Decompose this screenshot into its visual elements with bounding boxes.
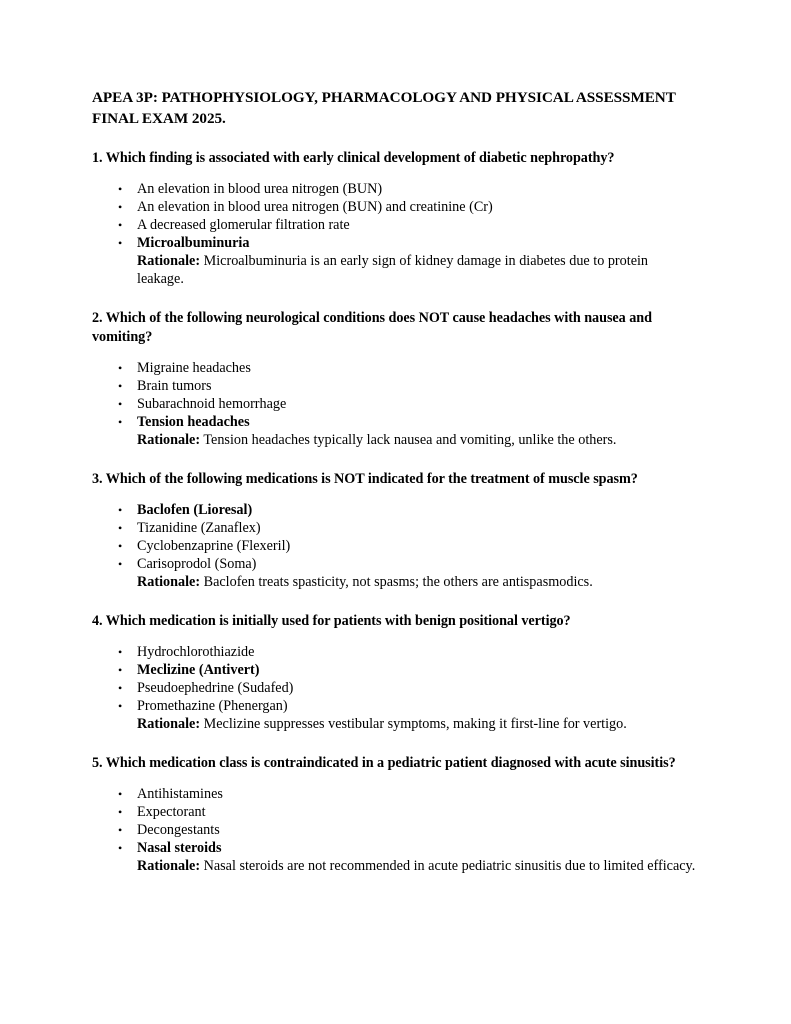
answer-option-label: Brain tumors (137, 378, 212, 394)
answer-option[interactable] (92, 216, 698, 234)
answer-option-label: Pseudoephedrine (Sudafed) (137, 680, 294, 696)
answer-option-label: Nasal steroids (137, 840, 222, 856)
answer-option-label: Tension headaches (137, 414, 250, 430)
answer-option-label: Decongestants (137, 822, 220, 838)
rationale (92, 857, 698, 875)
bullet-icon: • (118, 787, 123, 801)
answer-option[interactable] (92, 839, 698, 857)
answer-option[interactable] (92, 661, 698, 679)
bullet-icon: • (118, 699, 123, 713)
question-stem: 1. Which finding is associated with early clinical development of diabetic nephropathy? (92, 150, 615, 166)
answer-option-label: Microalbuminuria (137, 235, 250, 251)
answer-option[interactable] (92, 697, 698, 715)
bullet-icon: • (118, 415, 123, 429)
answer-option[interactable] (92, 519, 698, 537)
answer-option-label: Hydrochlorothiazide (137, 644, 255, 660)
rationale (92, 715, 698, 733)
answer-option-list (92, 359, 698, 431)
answer-option-list (92, 643, 698, 715)
bullet-icon: • (118, 557, 123, 571)
bullet-icon: • (118, 539, 123, 553)
question-block (92, 754, 698, 875)
answer-option-label: An elevation in blood urea nitrogen (BUN) and creatinine (Cr) (137, 199, 493, 215)
answer-option-label: An elevation in blood urea nitrogen (BUN) (137, 181, 383, 197)
answer-option[interactable] (92, 180, 698, 198)
answer-option-label: Promethazine (Phenergan) (137, 698, 288, 714)
bullet-icon: • (118, 218, 123, 232)
answer-option[interactable] (92, 537, 698, 555)
answer-option-label: Subarachnoid hemorrhage (137, 396, 287, 412)
question-stem: 3. Which of the following medications is NOT indicated for the treatment of muscle spasm? (92, 471, 638, 487)
answer-option[interactable] (92, 643, 698, 661)
answer-option-label: Antihistamines (137, 786, 223, 802)
rationale-label: Rationale: (137, 432, 201, 448)
page-title: APEA 3P: PATHOPHYSIOLOGY, PHARMACOLOGY AND PHYSICAL ASSESSMENT FINAL EXAM 2025. (92, 89, 676, 127)
bullet-icon: • (118, 379, 123, 393)
answer-option-list (92, 501, 698, 573)
answer-option[interactable] (92, 413, 698, 431)
answer-option[interactable] (92, 785, 698, 803)
answer-option-label: Carisoprodol (Soma) (137, 556, 257, 572)
rationale (92, 252, 698, 288)
answer-option-label: Tizanidine (Zanaflex) (137, 520, 261, 536)
rationale-text: Nasal steroids are not recommended in acute pediatric sinusitis due to limited efficacy. (203, 858, 696, 874)
question-stem: 4. Which medication is initially used for patients with benign positional vertigo? (92, 613, 571, 629)
bullet-icon: • (118, 823, 123, 837)
question-block (92, 612, 698, 733)
bullet-icon: • (118, 645, 123, 659)
answer-option-label: A decreased glomerular filtration rate (137, 217, 350, 233)
answer-option[interactable] (92, 395, 698, 413)
bullet-icon: • (118, 361, 123, 375)
bullet-icon: • (118, 681, 123, 695)
answer-option-list (92, 785, 698, 857)
answer-option[interactable] (92, 377, 698, 395)
document-body (92, 88, 698, 875)
question-block (92, 470, 698, 591)
rationale-label: Rationale: (137, 716, 201, 732)
answer-option-label: Baclofen (Lioresal) (137, 502, 253, 518)
answer-option[interactable] (92, 803, 698, 821)
answer-option[interactable] (92, 359, 698, 377)
bullet-icon: • (118, 841, 123, 855)
question-block (92, 149, 698, 288)
answer-option-label: Meclizine (Antivert) (137, 662, 260, 678)
bullet-icon: • (118, 200, 123, 214)
rationale-label: Rationale: (137, 574, 201, 590)
answer-option[interactable] (92, 679, 698, 697)
answer-option[interactable] (92, 821, 698, 839)
bullet-icon: • (118, 236, 123, 250)
question-stem: 2. Which of the following neurological conditions does NOT cause headaches with nausea and vomiting? (92, 310, 652, 345)
rationale-text: Meclizine suppresses vestibular symptoms, making it first-line for vertigo. (203, 716, 627, 732)
bullet-icon: • (118, 503, 123, 517)
rationale-text: Baclofen treats spasticity, not spasms; the others are antispasmodics. (203, 574, 593, 590)
answer-option[interactable] (92, 555, 698, 573)
bullet-icon: • (118, 397, 123, 411)
question-list (92, 149, 698, 875)
answer-option-label: Expectorant (137, 804, 206, 820)
answer-option-list (92, 180, 698, 252)
rationale-label: Rationale: (137, 253, 201, 269)
answer-option-label: Cyclobenzaprine (Flexeril) (137, 538, 291, 554)
answer-option[interactable] (92, 198, 698, 216)
rationale-label: Rationale: (137, 858, 201, 874)
bullet-icon: • (118, 805, 123, 819)
answer-option-label: Migraine headaches (137, 360, 251, 376)
rationale (92, 431, 698, 449)
question-stem: 5. Which medication class is contraindicated in a pediatric patient diagnosed with acute sinusitis? (92, 755, 676, 771)
answer-option[interactable] (92, 501, 698, 519)
rationale-text: Microalbuminuria is an early sign of kidney damage in diabetes due to protein leakage. (137, 253, 649, 287)
rationale-text: Tension headaches typically lack nausea and vomiting, unlike the others. (203, 432, 617, 448)
question-block (92, 309, 698, 449)
answer-option[interactable] (92, 234, 698, 252)
bullet-icon: • (118, 182, 123, 196)
bullet-icon: • (118, 521, 123, 535)
bullet-icon: • (118, 663, 123, 677)
rationale (92, 573, 698, 591)
